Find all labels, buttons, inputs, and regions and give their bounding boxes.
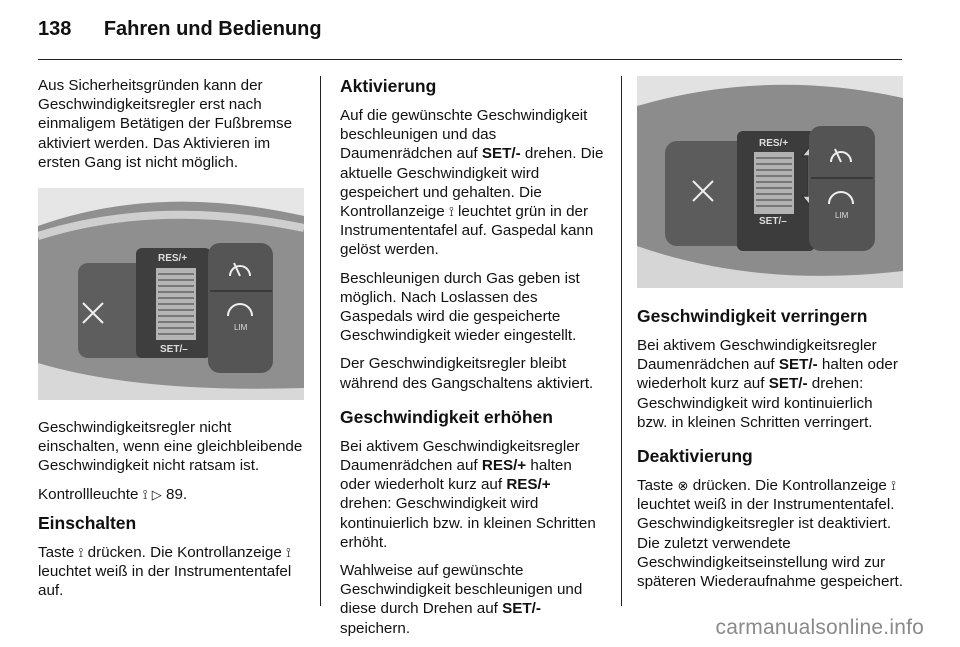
intro-paragraph: Aus Sicherheitsgründen kann der Geschwindigkeitsregler erst nach einmaligem Betätigen der Fußbremse aktiviert werden. Das Aktivieren im ersten Gang ist nicht möglich. — [38, 77, 293, 171]
aktivierung-paragraph: Auf die gewünschte Geschwindigkeit beschleunigen und das Daumenrädchen auf SET/- drehen. Die aktuelle Geschwindigkeit wird gespeichert und gehalten. Die Kontrollanzeige ⟟ leuchtet grün in der Instrumententafel auf. Gaspedal kann gelöst werden. — [340, 107, 604, 259]
watermark: carmanualsonline.info — [715, 616, 924, 639]
heading-verringern: Geschwindigkeit verringern — [637, 306, 868, 326]
page-title: Fahren und Bedienung — [103, 18, 322, 40]
gang-paragraph: Der Geschwindigkeitsregler bleibt während des Gangschaltens aktiviert. — [340, 355, 594, 392]
page-ref-triangle-icon: ▷ — [151, 486, 162, 502]
lim-label: LIM — [835, 211, 849, 220]
page-header — [38, 18, 322, 41]
column-divider-2 — [621, 76, 622, 606]
column-divider-1 — [320, 76, 321, 606]
steering-wheel-controls-figure-1 — [38, 188, 304, 400]
column-3 — [637, 76, 903, 600]
heading-deaktivierung: Deaktivierung — [637, 446, 753, 467]
lamp-paragraph: Kontrollleuchte ⟟ ▷ 89. — [38, 485, 188, 503]
steering-wheel-controls-figure-2 — [637, 76, 903, 288]
set-label: SET/– — [759, 216, 787, 227]
page-number: 138 — [38, 18, 72, 40]
verringern-paragraph: Bei aktivem Geschwindigkeitsregler Daumenrädchen auf SET/- halten oder wiederholt kurz auf SET/- drehen: Geschwindigkeit wird kontinuierlich bzw. in kleinen Schritten verringert. — [637, 337, 898, 431]
cruise-control-icon: ⟟ — [78, 544, 84, 560]
header-rule — [38, 59, 902, 60]
einschalten-paragraph: Taste ⟟ drücken. Die Kontrollanzeige ⟟ leuchtet weiß in der Instrumententafel auf. — [38, 543, 292, 600]
cruise-control-icon: ⟟ — [891, 478, 896, 494]
cruise-control-icon: ⟟ — [448, 204, 454, 220]
erhoehen-paragraph: Bei aktivem Geschwindigkeitsregler Daumenrädchen auf RES/+ halten oder wiederholt kurz auf RES/+ drehen: Geschwindigkeit wird kontinuierlich bzw. in kleinen Schritten erhöht. — [340, 437, 596, 551]
lim-label: LIM — [234, 323, 248, 333]
cruise-cancel-icon: ⊗ — [677, 478, 689, 494]
heading-einschalten: Einschalten — [38, 512, 137, 533]
heading-erhoehen: Geschwindigkeit erhöhen — [340, 406, 553, 427]
column-1 — [38, 76, 304, 609]
gas-paragraph: Beschleunigen durch Gas geben ist möglich. Nach Loslassen des Gaspedals wird die gespeicherte Geschwindigkeit wieder eingestellt. — [340, 269, 580, 345]
cruise-control-icon: ⟟ — [142, 486, 148, 502]
caption-paragraph: Geschwindigkeitsregler nicht einschalten, wenn eine gleichbleibende Geschwindigkeit nicht ratsam ist. — [38, 419, 303, 475]
column-2 — [340, 76, 605, 647]
res-label: RES/+ — [158, 253, 188, 265]
cruise-control-icon: ⟟ — [286, 544, 291, 560]
res-label: RES/+ — [759, 138, 789, 149]
wahlweise-paragraph: Wahlweise auf gewünschte Geschwindigkeit beschleunigen und diese durch Drehen auf SET/- speichern. — [340, 562, 583, 637]
heading-aktivierung: Aktivierung — [340, 76, 437, 96]
deaktivierung-paragraph: Taste ⊗ drücken. Die Kontrollanzeige ⟟ leuchtet weiß in der Instrumententafel. Geschwindigkeitsregler ist deaktiviert. Die zuletzt verwendete Geschwindigkeitseinstellung wird zur späteren Wiederaufnahme gespeichert. — [637, 477, 903, 591]
set-label: SET/– — [160, 344, 188, 356]
